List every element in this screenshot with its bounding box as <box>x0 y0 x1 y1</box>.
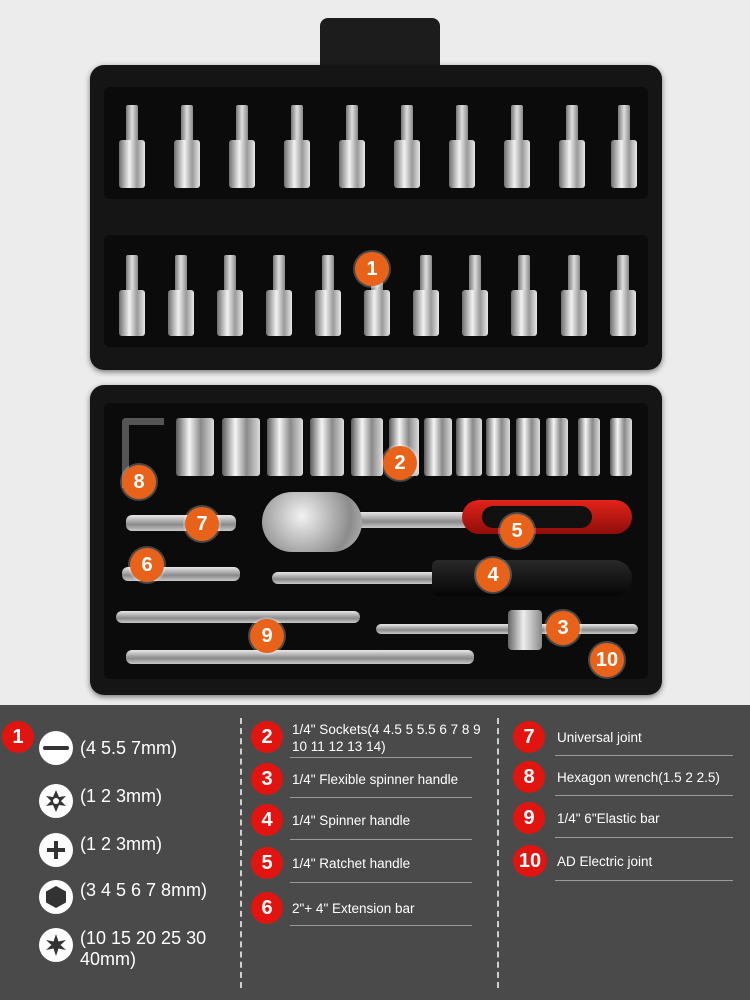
ratchet-grip-insert <box>482 506 592 528</box>
ratchet-shaft <box>350 512 470 528</box>
bit-tip <box>566 105 578 143</box>
socket <box>351 418 383 476</box>
bit-holder <box>119 290 145 336</box>
bit-holder <box>364 290 390 336</box>
bit-tip <box>236 105 248 143</box>
bit-holder <box>266 290 292 336</box>
marker-3: 3 <box>546 611 580 645</box>
bit-size-slotted: (4 5.5 7mm) <box>80 738 178 758</box>
bit-holder <box>168 290 194 336</box>
bit-tip <box>224 255 236 293</box>
marker-2: 2 <box>383 446 417 480</box>
socket <box>456 418 482 476</box>
legend-rule <box>290 925 472 926</box>
marker-9: 9 <box>250 619 284 653</box>
legend-text-5: 1/4" Ratchet handle <box>292 856 411 871</box>
star-bit-icon <box>39 928 73 962</box>
torx-bit-icon <box>39 784 73 818</box>
bit-tip <box>126 255 138 293</box>
socket <box>516 418 540 476</box>
bit-tip <box>420 255 432 293</box>
marker-1: 1 <box>355 252 389 286</box>
bit-holder <box>394 140 420 188</box>
flexible-spinner-shaft <box>376 624 638 634</box>
bit-holder <box>449 140 475 188</box>
marker-5: 5 <box>500 514 534 548</box>
bit-holder <box>504 140 530 188</box>
socket <box>578 418 600 476</box>
bit-size-star: (10 15 20 25 30 40mm) <box>80 928 207 969</box>
legend-rule <box>555 795 733 796</box>
bit-holder <box>462 290 488 336</box>
bit-tip <box>401 105 413 143</box>
socket <box>546 418 568 476</box>
legend-badge-3: 3 <box>251 763 283 795</box>
spinner-tee <box>508 610 542 650</box>
bit-holder <box>315 290 341 336</box>
marker-7: 7 <box>185 507 219 541</box>
socket <box>310 418 344 476</box>
bit-holder <box>284 140 310 188</box>
bit-holder <box>339 140 365 188</box>
bit-holder <box>559 140 585 188</box>
legend-text-2: 1/4" Sockets(4 4.5 5 5.5 6 7 8 9 10 11 12 13 14) <box>292 722 481 754</box>
bit-tip <box>617 255 629 293</box>
marker-6: 6 <box>130 548 164 582</box>
bit-size-phillips: (1 2 3mm) <box>80 834 163 854</box>
legend-badge-10: 10 <box>513 845 547 877</box>
bit-tip <box>273 255 285 293</box>
bit-tip <box>568 255 580 293</box>
bit-holder <box>611 140 637 188</box>
legend-divider-1 <box>240 718 242 988</box>
legend-badge-5: 5 <box>251 847 283 879</box>
bit-holder <box>217 290 243 336</box>
legend-text-3: 1/4" Flexible spinner handle <box>292 772 459 787</box>
bit-holder <box>174 140 200 188</box>
universal-joint <box>126 515 236 531</box>
extension-bar-long <box>116 611 360 623</box>
legend-rule <box>290 882 472 883</box>
legend-badge-4: 4 <box>251 804 283 836</box>
bit-tip <box>322 255 334 293</box>
marker-8: 8 <box>122 465 156 499</box>
elastic-bar <box>126 650 474 664</box>
legend-text-4: 1/4" Spinner handle <box>292 813 411 828</box>
socket <box>267 418 303 476</box>
legend-badge-2: 2 <box>251 721 283 753</box>
legend-divider-2 <box>497 718 499 988</box>
legend-badge-6: 6 <box>251 892 283 924</box>
bit-tip <box>291 105 303 143</box>
spinner-shaft <box>272 572 442 584</box>
marker-4: 4 <box>476 558 510 592</box>
legend-rule <box>555 880 733 881</box>
socket <box>222 418 260 476</box>
bit-holder <box>610 290 636 336</box>
bit-tip <box>469 255 481 293</box>
hex-bit-icon <box>39 880 73 914</box>
legend-rule <box>290 757 472 758</box>
legend-badge-9: 9 <box>513 802 545 834</box>
legend-rule <box>555 755 733 756</box>
socket <box>176 418 214 476</box>
spinner-grip <box>432 560 632 596</box>
bit-size-hex: (3 4 5 6 7 8mm) <box>80 880 208 900</box>
bit-size-torx: (1 2 3mm) <box>80 786 163 806</box>
bit-holder <box>511 290 537 336</box>
bit-tip <box>126 105 138 143</box>
legend-badge-8: 8 <box>513 761 545 793</box>
bit-tip <box>511 105 523 143</box>
bit-tip <box>181 105 193 143</box>
slotted-bit-icon <box>39 731 73 765</box>
legend-rule <box>290 839 472 840</box>
legend-rule <box>290 797 472 798</box>
socket <box>486 418 510 476</box>
socket <box>610 418 632 476</box>
legend-text-9: 1/4" 6"Elastic bar <box>557 811 660 826</box>
bit-tip <box>175 255 187 293</box>
bit-tip <box>456 105 468 143</box>
bit-holder <box>413 290 439 336</box>
marker-10: 10 <box>590 643 624 677</box>
legend-text-6: 2"+ 4" Extension bar <box>292 901 415 916</box>
bit-holder <box>561 290 587 336</box>
bit-tip <box>618 105 630 143</box>
socket <box>424 418 452 476</box>
legend-text-7: Universal joint <box>557 730 642 745</box>
legend-rule <box>555 837 733 838</box>
phillips-bit-icon <box>39 833 73 867</box>
legend-badge-1: 1 <box>2 721 34 753</box>
legend-text-10: AD Electric joint <box>557 854 653 869</box>
bit-holder <box>229 140 255 188</box>
bit-tip <box>518 255 530 293</box>
legend-text-8: Hexagon wrench(1.5 2 2.5) <box>557 770 720 785</box>
legend-badge-7: 7 <box>513 721 545 753</box>
bit-tip <box>346 105 358 143</box>
ratchet-head <box>262 492 362 552</box>
bit-holder <box>119 140 145 188</box>
